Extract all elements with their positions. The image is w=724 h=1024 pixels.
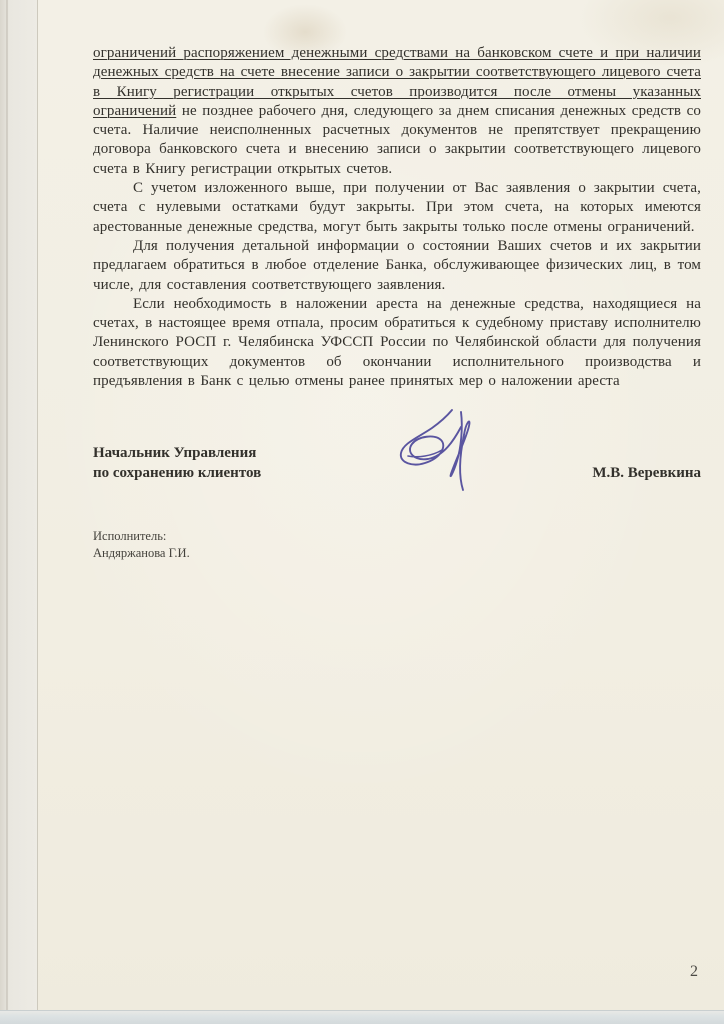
paragraph-4: Если необходимость в наложении ареста на денежные средства, находящиеся на счетах, в настоящее время отпала, просим обратиться к судебному приставу исполнителю Ленинского РОСП г. Челябинска УФССП России по Челябинской области для получения соответствующих документов об окончании исполнительного производства и предъявления в Банк с целью отмены ранее принятых мер о наложении ареста: [93, 295, 701, 390]
page-number: 2: [690, 963, 698, 980]
executor-name: Андяржанова Г.И.: [93, 546, 190, 560]
paragraph-1-rest: не позднее рабочего дня, следующего за днем списания денежных средств со счета. Наличие неисполненных расчетных документов не препятствует прекращению договора банковского счета и внесению записи о закрытии соответствующего лицевого счета в Книгу регистрации открытых счетов.: [93, 102, 701, 177]
signer-position-line2: по сохранению клиентов: [93, 464, 262, 481]
scan-bottom-edge: [0, 1010, 724, 1024]
paragraph-1: [93, 44, 701, 179]
paragraph-2: С учетом изложенного выше, при получении от Вас заявления о закрытии счета, счета с нулевыми остатками будут закрыты. При этом счета, на которых имеются арестованные денежные средства, могут быть закрыты только после отмены ограничений.: [93, 180, 701, 235]
handwritten-signature: [388, 400, 500, 500]
paragraph-3: Для получения детальной информации о состоянии Ваших счетов и их закрытии предлагаем обратиться в любое отделение Банка, обслуживающее физических лиц, в том числе, для составления соответствующего заявления.: [93, 237, 701, 293]
scan-fold-line: [6, 0, 8, 1012]
letter-body: [93, 44, 701, 391]
signer-position: [93, 444, 261, 483]
underlined-text: ограничений распоряжением денежными средствами на банковском счете и при наличии денежных средств на счете внесение записи о закрытии соответствующего лицевого счета в Книгу регистрации открытых счетов производится после отмены указанных ограничений: [93, 45, 701, 119]
executor-block: [93, 528, 190, 562]
executor-label: Исполнитель:: [93, 529, 167, 543]
signer-name: М.В. Веревкина: [592, 464, 701, 481]
signer-position-line1: Начальник Управления: [93, 445, 257, 461]
